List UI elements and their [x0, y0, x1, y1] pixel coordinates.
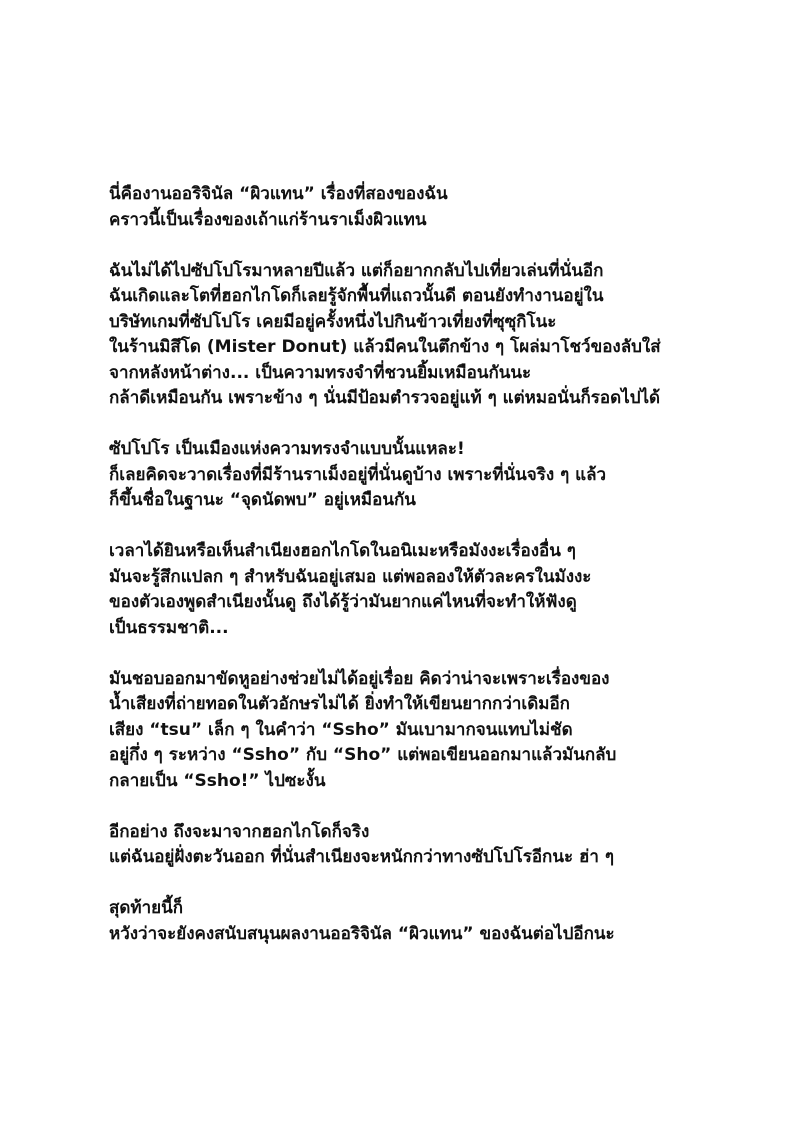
paragraph-meeting-point	[109, 437, 749, 514]
paragraph-closing	[109, 896, 749, 947]
text-line: มันชอบออกมาขัดหูอย่างช่วยไม่ได้อยู่เรื่อย คิดว่าน่าจะเพราะเรื่องของ	[109, 668, 610, 689]
text-line: บริษัทเกมที่ซัปโปโร เคยมีอยู่ครั้งหนึ่งไปกินข้าวเที่ยงที่ซุซุกิโนะ	[109, 311, 557, 332]
text-line: จากหลังหน้าต่าง... เป็นความทรงจำที่ชวนยิ้มเหมือนกันนะ	[109, 362, 532, 383]
afterword-text	[109, 182, 749, 973]
text-line: ของตัวเองพูดสำเนียงนั้นดู ถึงได้รู้ว่ามันยากแค่ไหนที่จะทำให้ฟังดู	[109, 592, 577, 612]
paragraph-sapporo-memory	[109, 259, 749, 412]
text-line: กลายเป็น “Ssho!” ไปซะงั้น	[109, 770, 326, 791]
paragraph-dialect	[109, 539, 749, 641]
text-line: นี่คืองานออริจินัล “ผิวแทน” เรื่องที่สองของฉัน	[109, 184, 448, 204]
text-line: คราวนี้เป็นเรื่องของเถ้าแก่ร้านราเม็งผิวแทน	[109, 209, 427, 230]
text-line: สุดท้ายนี้ก็	[109, 898, 184, 918]
text-line: มันจะรู้สึกแปลก ๆ สำหรับฉันอยู่เสมอ แต่พอลองให้ตัวละครในมังงะ	[109, 566, 592, 587]
text-line: น้ำเสียงที่ถ่ายทอดในตัวอักษรไม่ได้ ยิ่งทำให้เขียนยากกว่าเดิมอีก	[109, 694, 570, 714]
text-line: อยู่กึ่ง ๆ ระหว่าง “Ssho” กับ “Sho” แต่พอเขียนออกมาแล้วมันกลับ	[109, 745, 617, 765]
text-line: ฉันเกิดและโตที่ฮอกไกโดก็เลยรู้จักพื้นที่แถวนั้นดี ตอนยังทำงานอยู่ใน	[109, 286, 604, 306]
text-line: ฉันไม่ได้ไปซัปโปโรมาหลายปีแล้ว แต่ก็อยากกลับไปเที่ยวเล่นที่นั่นอีก	[109, 260, 604, 281]
text-line: ในร้านมิสึโด (Mister Donut) แล้วมีคนในตึกข้าง ๆ โผล่มาโชว์ของลับใส่	[109, 337, 661, 357]
paragraph-east-side	[109, 820, 749, 871]
paragraph-intro	[109, 182, 749, 233]
text-line: แต่ฉันอยู่ฝั่งตะวันออก ที่นั่นสำเนียงจะหนักกว่าทางซัปโปโรอีกนะ ฮ่า ๆ	[109, 847, 614, 867]
text-line: ก็เลยคิดจะวาดเรื่องที่มีร้านราเม็งอยู่ที่นั่นดูบ้าง เพราะที่นั่นจริง ๆ แล้ว	[109, 464, 607, 485]
text-line: ก็ขึ้นชื่อในฐานะ “จุดนัดพบ” อยู่เหมือนกัน	[109, 490, 416, 510]
text-line: กล้าดีเหมือนกัน เพราะข้าง ๆ นั่นมีป้อมตำรวจอยู่แท้ ๆ แต่หมอนั่นก็รอดไปได้	[109, 388, 661, 408]
paragraph-ssho	[109, 667, 749, 795]
text-line: อีกอย่าง ถึงจะมาจากฮอกไกโดก็จริง	[109, 821, 370, 842]
text-line: เวลาได้ยินหรือเห็นสำเนียงฮอกไกโดในอนิเมะหรือมังงะเรื่องอื่น ๆ	[109, 541, 576, 561]
text-line: เสียง “tsu” เล็ก ๆ ในคำว่า “Ssho” มันเบามากจนแทบไม่ชัด	[109, 719, 573, 740]
text-line: ซัปโปโร เป็นเมืองแห่งความทรงจำแบบนั้นแหละ!	[109, 439, 465, 459]
text-line: เป็นธรรมชาติ...	[109, 617, 229, 638]
text-line: หวังว่าจะยังคงสนับสนุนผลงานออริจินัล “ผิวแทน” ของฉันต่อไปอีกนะ	[109, 923, 615, 944]
